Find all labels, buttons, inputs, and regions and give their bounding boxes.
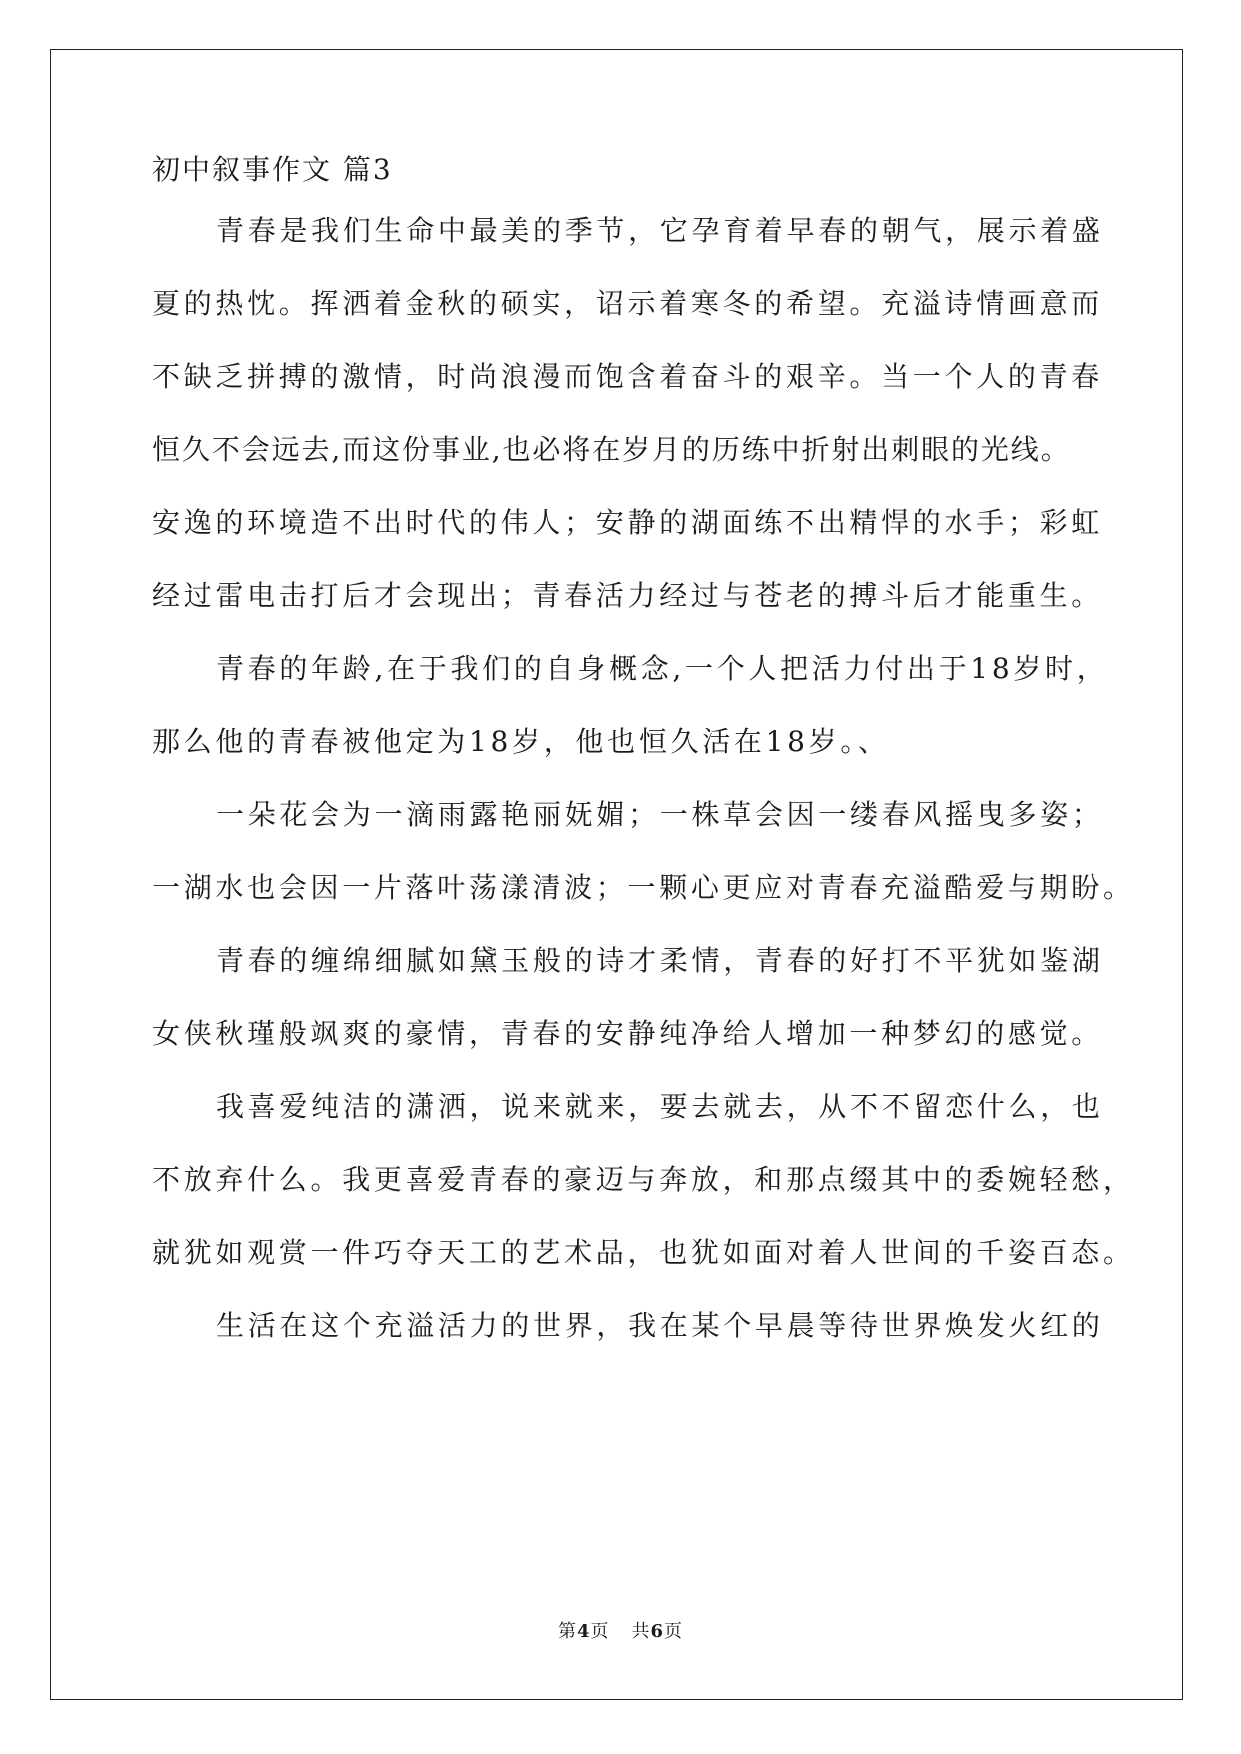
paragraph-6 [152, 1306, 1104, 1346]
paragraph-line: 青春是我们生命中最美的季节，它孕育着早春的朝气，展示着盛 [216, 214, 1104, 247]
paragraph-line: 女侠秋瑾般飒爽的豪情，青春的安静纯净给人增加一种梦幻的感觉。 [152, 1017, 1104, 1050]
total-prefix: 共 [631, 1621, 651, 1642]
paragraph-line: 我喜爱纯洁的潇洒，说来就来，要去就去，从不不留恋什么，也 [216, 1090, 1104, 1123]
paragraph-3 [152, 795, 1135, 908]
paragraph-2 [152, 649, 1109, 762]
paragraph-line: 青春的年龄,在于我们的自身概念,一个人把活力付出于18岁时， [216, 652, 1109, 685]
paragraph-line: 生活在这个充溢活力的世界，我在某个早晨等待世界焕发火红的 [216, 1309, 1104, 1342]
paragraph-5 [152, 1087, 1135, 1273]
document-heading: 初中叙事作文 篇3 [152, 153, 393, 186]
paragraph-4 [152, 941, 1104, 1054]
total-page-number: 6 [650, 1621, 665, 1642]
paragraph-line: 安逸的环境造不出时代的伟人；安静的湖面练不出精悍的水手；彩虹 [152, 506, 1104, 539]
paragraph-line: 夏的热忱。挥洒着金秋的硕实，诏示着寒冬的希望。充溢诗情画意而 [152, 287, 1104, 320]
paragraph-line: 经过雷电击打后才会现出；青春活力经过与苍老的搏斗后才能重生。 [152, 579, 1104, 612]
paragraph-line: 一朵花会为一滴雨露艳丽妩媚；一株草会因一缕春风摇曳多姿； [216, 798, 1104, 831]
paragraph-line: 就犹如观赏一件巧夺天工的艺术品，也犹如面对着人世间的千姿百态。 [152, 1236, 1135, 1269]
paragraph-line: 青春的缠绵细腻如黛玉般的诗才柔情，青春的好打不平犹如鉴湖 [216, 944, 1104, 977]
page-footer [0, 1620, 1241, 1644]
page-prefix: 第 [557, 1621, 577, 1642]
paragraph-line: 不缺乏拼搏的激情，时尚浪漫而饱含着奋斗的艰辛。当一个人的青春 [152, 360, 1104, 393]
paragraph-line: 恒久不会远去,而这份事业,也必将在岁月的历练中折射出刺眼的光线。 [152, 433, 1071, 466]
total-suffix: 页 [664, 1621, 684, 1642]
document-body [152, 150, 1135, 1379]
current-page-number: 4 [576, 1621, 591, 1642]
paragraph-line: 一湖水也会因一片落叶荡漾清波；一颗心更应对青春充溢酷爱与期盼。 [152, 871, 1135, 904]
paragraph-1 [152, 211, 1104, 616]
paragraph-line: 那么他的青春被他定为18岁，他也恒久活在18岁。、 [152, 725, 890, 758]
paragraph-line: 不放弃什么。我更喜爱青春的豪迈与奔放，和那点缀其中的委婉轻愁， [152, 1163, 1135, 1196]
page-suffix: 页 [590, 1621, 610, 1642]
